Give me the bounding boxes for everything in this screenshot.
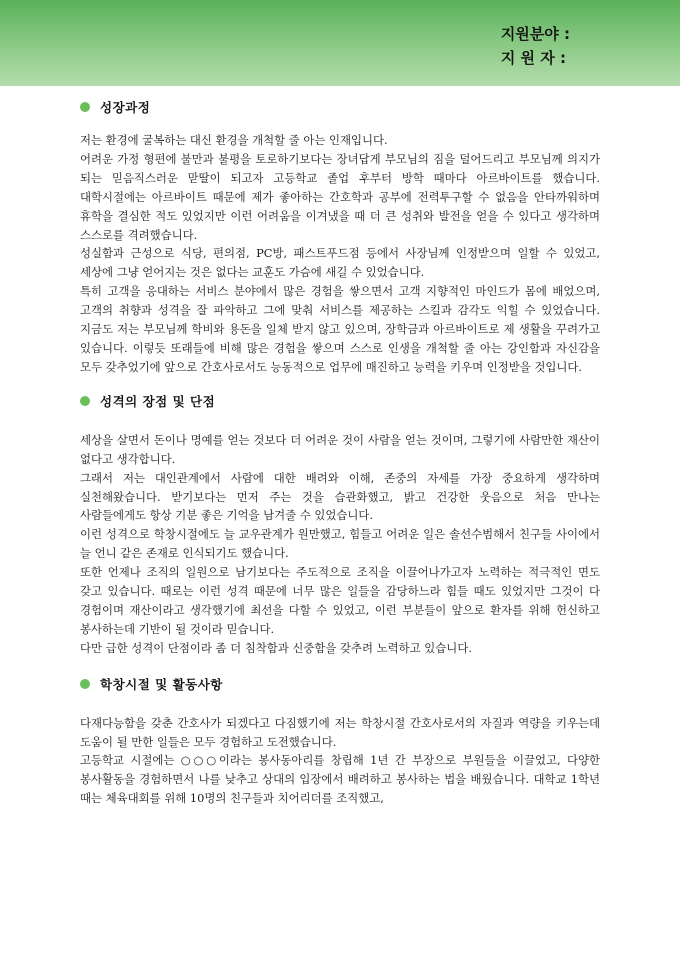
section-body-school-activities [80,714,600,809]
paragraph: 어려운 가정 형편에 불만과 불평을 토로하기보다는 장녀답게 부모님의 짐을 덜어드리고 부모님께 의지가 되는 믿음직스러운 맏딸이 되고자 고등학교 졸업 후부터 방학 때마다 아르바이트를 했습니다. 대학시절에는 아르바이트 때문에 제가 좋아하는 간호학과 공부에 전력투구할 수 없음을 안타까워하며 휴학을 결심한 적도 있었지만 이런 어려움을 이겨냈을 때 더 큰 성취와 발전을 얻을 수 있다고 생각하며 스스로를 격려했습니다. [80,151,600,242]
bullet-icon [80,396,90,406]
paragraph: 고등학교 시절에는 ○○○이라는 봉사동아리를 창립해 1년 간 부장으로 부원들을 이끌었고, 다양한 봉사활동을 경험하면서 나를 낮추고 상대의 입장에서 배려하고 봉사하는 법을 배웠습니다. 대학교 1학년 때는 체육대회를 위해 10명의 친구들과 치어리더를 조직했고, [80,753,600,806]
paragraph: 저는 환경에 굴복하는 대신 환경을 개척할 줄 아는 인재입니다. [80,133,388,147]
section-body-personality [80,431,600,658]
paragraph: 그래서 저는 대인관계에서 사람에 대한 배려와 이해, 존중의 자세를 가장 중요하게 생각하며 실천해왔습니다. 받기보다는 먼저 주는 것을 습관화했고, 밝고 건강한 웃음으로 처음 만나는 사람들에게도 항상 기분 좋은 기억을 남겨줄 수 있었습니다. [80,470,600,523]
section-heading: 성격의 장점 및 단점 [100,393,216,409]
paragraph: 이런 성격으로 학창시절에도 늘 교우관계가 원만했고, 힘들고 어려운 일은 솔선수범해서 친구들 사이에서 늘 언니 같은 존재로 인식되기도 했습니다. [80,527,600,561]
paragraph: 특히 고객을 응대하는 서비스 분야에서 많은 경험을 쌓으면서 고객 지향적인 마인드가 몸에 배었으며, 고객의 취향과 성격을 잘 파악하고 그에 맞춰 서비스를 제공하는 스킬과 감각도 익힐 수 있었습니다. 지금도 저는 부모님께 학비와 용돈을 일체 받지 않고 있으며, 장학금과 아르바이트로 제 생활을 꾸려가고 있습니다. 이렇듯 또래들에 비해 많은 경험을 쌓으며 스스로 인생을 개척할 줄 아는 강인함과 자신감을 모두 갖추었기에 앞으로 간호사로서도 능동적으로 업무에 매진하고 능력을 키우며 인정받을 것입니다. [80,284,600,374]
section-heading: 성장과정 [100,100,151,115]
section-title-personality [80,391,600,411]
paragraph: 세상을 살면서 돈이나 명예를 얻는 것보다 더 어려운 것이 사람을 얻는 것이며, 그렇기에 사람만한 재산이 없다고 생각합니다. [80,432,600,466]
bullet-icon [80,102,90,112]
section-title-school-activities [80,674,600,694]
bullet-icon [80,679,90,689]
header-banner [0,0,680,86]
paragraph: 또한 언제나 조직의 일원으로 남기보다는 주도적으로 조직을 이끌어나가고자 노력하는 적극적인 면도 갖고 있습니다. 때로는 이런 성격 때문에 너무 많은 일들을 감당하느라 힘들 때도 있었지만 그것이 다 경험이며 재산이라고 생각했기에 최선을 다할 수 있었고, 이런 부분들이 앞으로 환자를 위해 헌신하고 봉사하는데 기반이 될 것이라 믿습니다. [80,565,600,636]
paragraph: 다만 급한 성격이 단점이라 좀 더 침착함과 신중함을 갖추려 노력하고 있습니다. [80,640,472,655]
section-heading: 학창시절 및 활동사항 [100,676,223,692]
applied-field-label: 지원분야 : [500,25,570,43]
applicant-name-label: 지 원 자 : [500,49,566,67]
section-body-growth [80,131,600,377]
document-body [80,97,600,808]
paragraph: 성실함과 근성으로 식당, 편의점, PC방, 패스트푸드점 등에서 사장님께 인정받으며 일할 수 있었고, 세상에 그냥 얻어지는 것은 없다는 교훈도 가슴에 새길 수 있었습니다. [80,246,600,280]
paragraph: 다재다능함을 갖춘 간호사가 되겠다고 다짐했기에 저는 학창시절 간호사로서의 자질과 역량을 키우는데 도움이 될 만한 일들은 모두 경험하고 도전했습니다. [80,715,600,749]
applicant-info [501,22,570,70]
section-title-growth [80,97,600,117]
